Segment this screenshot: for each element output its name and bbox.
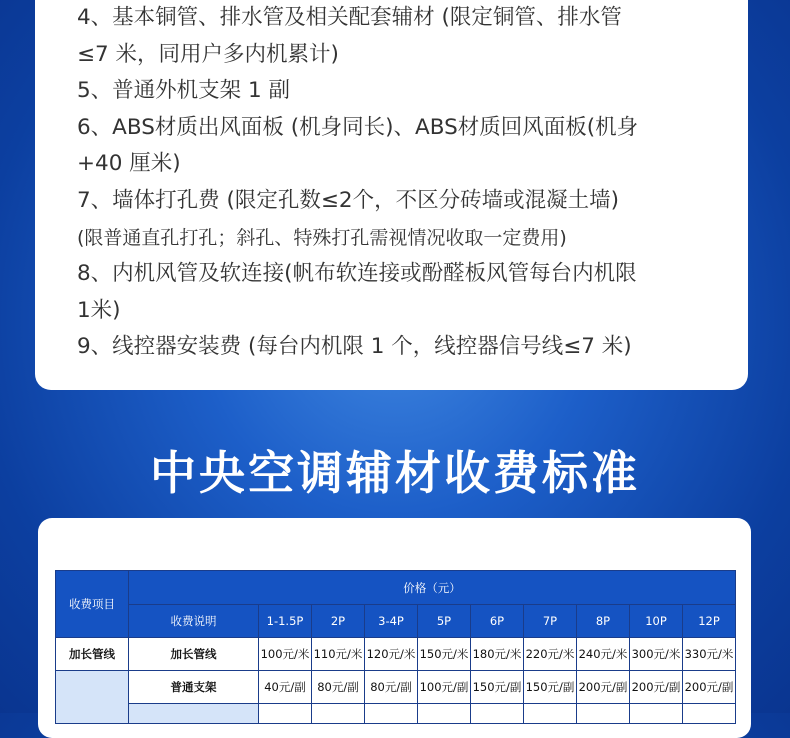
- price-cell: 40元/副: [259, 671, 312, 704]
- price-cell: [312, 704, 365, 724]
- item-header: 收费项目: [56, 571, 129, 638]
- list-line: 4、基本铜管、排水管及相关配套辅材 (限定铜管、排水管: [77, 5, 622, 30]
- price-header: 价格（元）: [129, 571, 736, 605]
- table-row: [56, 671, 736, 704]
- list-line: 9、线控器安装费 (每台内机限 1 个，线控器信号线≤7 米): [77, 334, 632, 360]
- row-item: 加长管线: [56, 638, 129, 671]
- desc-header: 收费说明: [129, 605, 259, 638]
- list-line: ≤7 米，同用户多内机累计): [77, 41, 339, 67]
- price-cell: [683, 704, 736, 724]
- price-cell: 180元/米: [471, 638, 524, 671]
- price-cell: [418, 704, 471, 724]
- section-title: 中央空调辅材收费标准: [150, 446, 640, 500]
- row-desc: 加长管线: [129, 638, 259, 671]
- price-cell: [630, 704, 683, 724]
- price-cell: [259, 704, 312, 724]
- price-cell: 150元/副: [471, 671, 524, 704]
- column-header: 10P: [630, 605, 683, 638]
- row-desc: [129, 704, 259, 724]
- price-cell: 120元/米: [365, 638, 418, 671]
- column-header: 6P: [471, 605, 524, 638]
- list-line: 8、内机风管及软连接(帆布软连接或酚醛板风管每台内机限: [77, 261, 637, 287]
- price-cell: [365, 704, 418, 724]
- column-header: 2P: [312, 605, 365, 638]
- price-cell: 220元/米: [524, 638, 577, 671]
- price-cell: 300元/米: [630, 638, 683, 671]
- column-header: 7P: [524, 605, 577, 638]
- row-item: [56, 671, 129, 724]
- column-header: 12P: [683, 605, 736, 638]
- price-cell: 110元/米: [312, 638, 365, 671]
- list-line: 5、普通外机支架 1 副: [77, 78, 291, 104]
- row-desc: 普通支架: [129, 671, 259, 704]
- price-cell: 330元/米: [683, 638, 736, 671]
- price-cell: 200元/副: [630, 671, 683, 704]
- price-cell: 200元/副: [683, 671, 736, 704]
- column-header: 1-1.5P: [259, 605, 312, 638]
- price-cell: [524, 704, 577, 724]
- price-table: [55, 570, 736, 724]
- table-row: [56, 638, 736, 671]
- price-cell: 100元/米: [259, 638, 312, 671]
- table-row: [56, 704, 736, 724]
- list-line: 1米): [77, 297, 121, 323]
- column-header: 8P: [577, 605, 630, 638]
- price-cell: 200元/副: [577, 671, 630, 704]
- price-cell: 240元/米: [577, 638, 630, 671]
- price-cell: [471, 704, 524, 724]
- list-line: (限普通直孔打孔；斜孔、特殊打孔需视情况收取一定费用): [77, 226, 567, 249]
- list-line: +40 厘米): [77, 151, 181, 177]
- price-cell: 100元/副: [418, 671, 471, 704]
- price-cell: [577, 704, 630, 724]
- price-cell: 150元/米: [418, 638, 471, 671]
- column-header: 5P: [418, 605, 471, 638]
- price-cell: 80元/副: [365, 671, 418, 704]
- list-line: 7、墙体打孔费 (限定孔数≤2个，不区分砖墙或混凝土墙): [77, 187, 619, 213]
- column-header: 3-4P: [365, 605, 418, 638]
- list-line: 6、ABS材质出风面板 (机身同长)、ABS材质回风面板(机身: [77, 114, 639, 140]
- included-items-list: [77, 0, 737, 366]
- price-cell: 80元/副: [312, 671, 365, 704]
- price-cell: 150元/副: [524, 671, 577, 704]
